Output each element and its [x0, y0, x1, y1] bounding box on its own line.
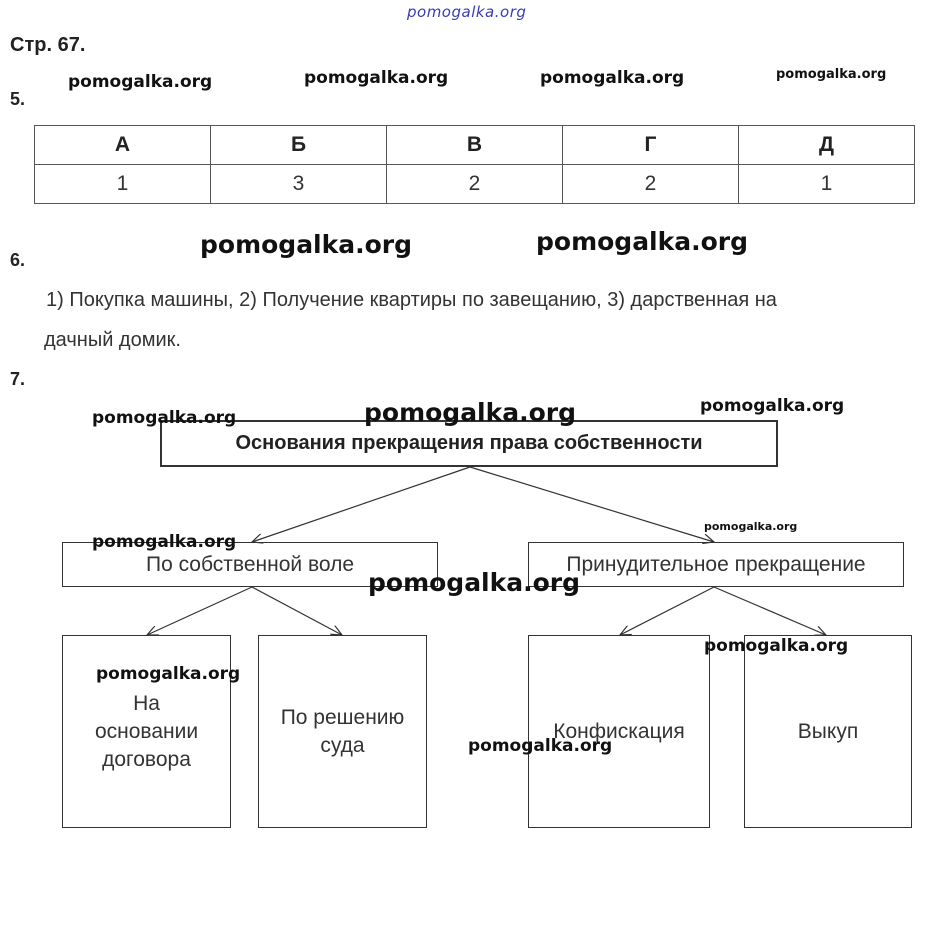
watermark: pomogalka.org — [776, 67, 887, 82]
watermark: pomogalka.org — [704, 520, 798, 533]
diagram-leaf-court-box — [258, 635, 427, 828]
watermark: pomogalka.org — [92, 532, 237, 552]
task6-number: 6. — [10, 250, 26, 270]
table-cell: 1 — [739, 165, 915, 204]
arrow-right-leaf3 — [620, 587, 714, 635]
diagram-left-branch-label: По собственной воле — [145, 552, 355, 576]
watermark: pomogalka.org — [468, 736, 613, 756]
watermark: pomogalka.org — [368, 568, 581, 597]
watermark: pomogalka.org — [364, 398, 577, 427]
diagram-leaf-contract-label — [95, 690, 198, 774]
watermark: pomogalka.org — [704, 636, 849, 656]
watermark: pomogalka.org — [540, 68, 685, 88]
arrow-left-leaf1 — [147, 587, 252, 635]
leaf-text-line: основании — [94, 719, 199, 743]
leaf-text-line: договора — [102, 747, 191, 771]
arrow-left-leaf2 — [252, 587, 342, 635]
leaf-text-line: По решению — [280, 705, 405, 729]
table-header-cell: В — [387, 126, 563, 165]
arrow-right-leaf4 — [714, 587, 826, 635]
diagram-root-box — [160, 420, 778, 467]
watermark: pomogalka.org — [68, 72, 213, 92]
watermark: pomogalka.org — [200, 230, 413, 259]
watermark: pomogalka.org — [304, 68, 449, 88]
diagram-leaf-court-label — [281, 704, 405, 760]
watermark: pomogalka.org — [96, 664, 241, 684]
table-cell: 2 — [563, 165, 739, 204]
leaf-text-line: На — [133, 691, 160, 715]
diagram-leaf-buyout-box — [744, 635, 912, 828]
table-cell: 2 — [387, 165, 563, 204]
leaf-text-line: суда — [320, 733, 365, 757]
table-cell: 1 — [35, 165, 211, 204]
table-header-cell: Д — [739, 126, 915, 165]
diagram-leaf-confiscation-box — [528, 635, 710, 828]
site-watermark: pomogalka.org — [407, 3, 527, 21]
diagram-right-branch-label: Принудительное прекращение — [566, 552, 866, 576]
diagram-leaf-buyout-label: Выкуп — [797, 719, 859, 743]
diagram-root-label: Основания прекращения права собственности — [235, 432, 703, 454]
task5-number: 5. — [10, 89, 26, 109]
watermark: pomogalka.org — [536, 227, 749, 256]
watermark: pomogalka.org — [92, 408, 237, 428]
task6-line1: 1) Покупка машины, 2) Получение квартиры по завещанию, 3) дарственная на — [46, 289, 777, 311]
table-header-cell: А — [35, 126, 211, 165]
diagram-right-branch-box — [528, 542, 904, 587]
page-title: Стр. 67. — [10, 34, 86, 56]
arrow-root-right — [470, 467, 714, 542]
task6-line2: дачный домик. — [44, 329, 181, 351]
table-header-cell: Б — [211, 126, 387, 165]
table-cell: 3 — [211, 165, 387, 204]
diagram-leaf-confiscation-label: Конфискация — [553, 719, 685, 743]
watermark: pomogalka.org — [700, 396, 845, 416]
task7-number: 7. — [10, 369, 26, 389]
table-header-cell: Г — [563, 126, 739, 165]
arrow-root-left — [252, 467, 470, 542]
